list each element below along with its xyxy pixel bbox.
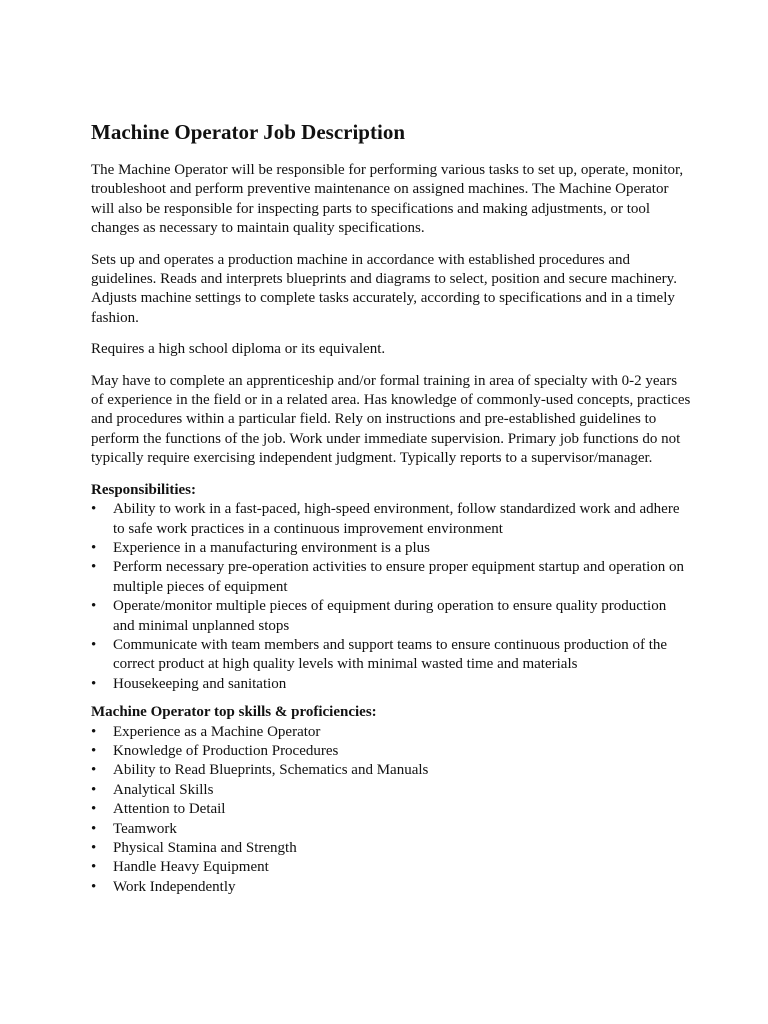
list-item: • Ability to work in a fast-paced, high-speed environment, follow standardized work and adhere to safe work practices in a continuous improvement environment xyxy=(91,500,691,539)
list-item: • Handle Heavy Equipment xyxy=(91,858,691,877)
list-item: • Attention to Detail xyxy=(91,800,691,819)
list-item: • Communicate with team members and support teams to ensure continuous production of the correct product at high quality levels with minimal wasted time and materials xyxy=(91,636,691,675)
list-item: • Housekeeping and sanitation xyxy=(91,675,691,694)
list-item: • Experience in a manufacturing environment is a plus xyxy=(91,539,691,558)
education-paragraph: Requires a high school diploma or its equivalent. xyxy=(91,341,386,358)
skills-heading: Machine Operator top skills & proficiencies: xyxy=(91,704,377,721)
list-item: • Work Independently xyxy=(91,878,691,897)
list-item: • Perform necessary pre-operation activities to ensure proper equipment startup and operation on multiple pieces of equipment xyxy=(91,558,691,597)
list-item: • Experience as a Machine Operator xyxy=(91,723,691,742)
list-item: • Knowledge of Production Procedures xyxy=(91,742,691,761)
intro-paragraph: The Machine Operator will be responsible for performing various tasks to set up, operate, monitor, troubleshoot and perform preventive maintenance on assigned machines. The Machine Operator will also be responsible for inspecting parts to specifications and making adjustments, or tool changes as necessary to maintain quality specifications. xyxy=(91,162,684,237)
list-item: • Physical Stamina and Strength xyxy=(91,839,691,858)
skills-list xyxy=(91,723,691,898)
list-item: • Ability to Read Blueprints, Schematics and Manuals xyxy=(91,761,691,780)
duties-paragraph: Sets up and operates a production machine in accordance with established procedures and guidelines. Reads and interprets blueprints and diagrams to select, position and secure machinery. Adjusts machine settings to complete tasks accurately, according to specifications and in a timely fashion. xyxy=(91,251,677,326)
list-item: • Operate/monitor multiple pieces of equipment during operation to ensure quality production and minimal unplanned stops xyxy=(91,597,691,636)
list-item: • Analytical Skills xyxy=(91,781,691,800)
experience-paragraph: May have to complete an apprenticeship and/or formal training in area of specialty with 0-2 years of experience in the field or in a related area. Has knowledge of commonly-used concepts, practices and procedures within a particular field. Rely on instructions and pre-established guidelines to perform the functions of the job. Work under immediate supervision. Primary job functions do not typically require exercising independent judgment. Typically reports to a supervisor/manager. xyxy=(91,372,691,467)
list-item: • Teamwork xyxy=(91,820,691,839)
document-page xyxy=(91,118,691,906)
responsibilities-heading: Responsibilities: xyxy=(91,481,197,498)
document-title: Machine Operator Job Description xyxy=(91,120,405,144)
responsibilities-list xyxy=(91,500,691,694)
